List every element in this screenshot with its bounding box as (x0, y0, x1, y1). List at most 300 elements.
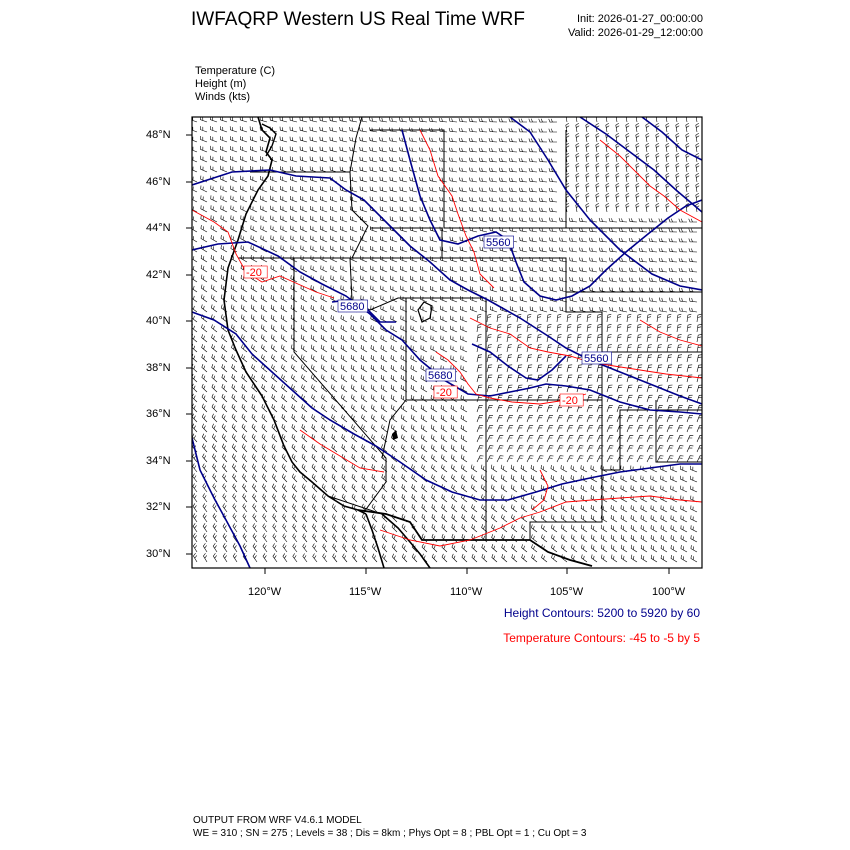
wind-barb (619, 228, 627, 232)
wind-barb (411, 276, 418, 282)
wind-barb (243, 504, 247, 513)
wind-barb (461, 484, 467, 492)
wind-barb (341, 236, 348, 242)
wind-barb (412, 504, 417, 512)
wind-barb (420, 157, 428, 162)
wind-barb (636, 193, 639, 202)
wind-barb (452, 554, 457, 562)
wind-barb (687, 375, 692, 382)
wind-barb (360, 167, 367, 172)
wind-barb (487, 375, 492, 382)
wind-barb (522, 544, 527, 552)
wind-barb (271, 186, 278, 192)
wind-barb (410, 207, 417, 212)
wind-barb (271, 285, 277, 292)
wind-barb (293, 524, 297, 532)
wind-barb (331, 365, 337, 372)
wind-barb (587, 446, 593, 452)
wind-barb (242, 434, 247, 442)
wind-barb (646, 193, 649, 202)
wind-barb (507, 314, 511, 322)
wind-barb (220, 126, 227, 132)
wind-barb (201, 295, 207, 303)
wind-barb (241, 255, 247, 262)
wind-barb (362, 554, 367, 562)
wind-barb (599, 238, 607, 242)
wind-barb (661, 555, 667, 562)
wind-barb (627, 446, 633, 452)
wind-barb (517, 415, 523, 422)
wind-barb (547, 314, 551, 322)
wind-barb (607, 405, 613, 412)
wind-barb (647, 456, 654, 462)
wind-barb (392, 444, 398, 452)
wind-barb (667, 355, 672, 362)
wind-barb (320, 186, 327, 192)
wind-barb (669, 229, 677, 233)
wind-barb (213, 523, 217, 532)
wind-barb (381, 335, 387, 342)
wind-barb (626, 183, 629, 192)
wind-barb (569, 218, 577, 222)
wind-barb (627, 456, 634, 462)
wind-barb (431, 415, 437, 422)
wind-barb (640, 307, 648, 312)
wind-barb (601, 535, 607, 542)
wind-barb (450, 286, 457, 292)
wind-barb (452, 494, 458, 502)
wind-barb (616, 203, 619, 212)
wind-barb (691, 515, 697, 522)
wind-barb (381, 296, 387, 302)
wind-barb (340, 206, 347, 212)
wind-barb (441, 425, 447, 432)
temperature-contour-label: -20 (246, 267, 262, 279)
wind-barb (631, 515, 637, 522)
wind-barb (616, 133, 619, 142)
wind-barb (606, 123, 609, 132)
wind-barb (607, 314, 611, 322)
wind-barb (451, 405, 457, 412)
wind-barb (371, 266, 377, 272)
lat-label: 40°N (146, 315, 171, 327)
wind-barb (223, 474, 228, 482)
wind-barb (646, 203, 649, 212)
wind-barb (409, 118, 417, 122)
wind-barb (250, 156, 257, 162)
wind-barb (231, 215, 237, 222)
wind-barb (477, 365, 482, 372)
wind-barb (449, 118, 457, 122)
wind-barb (392, 554, 397, 562)
wind-barb (557, 334, 562, 342)
wind-barb (579, 257, 587, 262)
wind-barb (271, 255, 277, 262)
wind-barb (587, 456, 594, 462)
wind-barb (211, 205, 217, 212)
wind-barb (201, 166, 207, 172)
wind-barb (402, 504, 407, 512)
wind-barb (302, 494, 307, 502)
wind-barb (341, 315, 347, 322)
wind-barb (271, 265, 277, 272)
wind-barb (477, 436, 483, 442)
wind-barb (381, 375, 387, 382)
wind-barb (529, 188, 537, 192)
wind-barb (686, 153, 689, 162)
wind-barb (233, 494, 237, 503)
wind-barb (501, 505, 507, 513)
wind-barb (679, 288, 687, 292)
height-contour-label: 5560 (486, 237, 511, 249)
wind-barb (547, 345, 552, 352)
wind-barb (659, 307, 667, 312)
wind-barb (331, 325, 337, 332)
wind-barb (371, 365, 377, 372)
wind-barb (342, 484, 347, 492)
wind-barb (629, 238, 637, 242)
wind-barb (232, 424, 237, 432)
wind-barb (293, 553, 297, 562)
wind-barb (361, 276, 367, 282)
wind-barb (616, 123, 619, 132)
wind-barb (627, 324, 632, 332)
wind-barb (400, 207, 407, 212)
wind-barb (517, 355, 522, 362)
wind-barb (342, 464, 347, 472)
wind-barb (272, 454, 277, 462)
wind-barb (292, 404, 297, 412)
wind-barb (629, 287, 637, 292)
temperature-contours (192, 130, 702, 546)
wind-barb (462, 544, 467, 552)
wind-barb (657, 426, 663, 433)
wind-barb (271, 315, 277, 322)
wind-barb (211, 265, 217, 272)
wind-barb (687, 446, 693, 452)
wind-barb (512, 544, 517, 552)
wind-barb (380, 177, 387, 182)
wind-barb (540, 277, 547, 282)
wind-barb (647, 395, 653, 402)
wind-barb (381, 266, 388, 272)
wind-barb (312, 414, 317, 422)
wind-barb (519, 148, 527, 152)
wind-barb (600, 307, 607, 312)
wind-barb (537, 436, 543, 442)
wind-barb (311, 325, 317, 332)
wind-barb (211, 285, 217, 292)
wind-barb (400, 256, 407, 262)
wind-barb (631, 535, 637, 542)
wind-barb (232, 414, 237, 422)
wind-barb (332, 514, 337, 522)
wind-barb (422, 544, 427, 552)
wind-barb (302, 384, 308, 392)
wind-barb (251, 206, 257, 212)
wind-barb (451, 455, 457, 462)
wind-barb (222, 464, 227, 472)
wind-barb (212, 384, 217, 392)
wind-barb (606, 153, 609, 162)
wind-barb (221, 205, 227, 212)
wind-barb (577, 334, 582, 342)
wind-barb (490, 207, 498, 212)
wind-barb (421, 395, 427, 402)
wind-barb (400, 217, 407, 223)
wind-barb (627, 334, 632, 342)
wind-barb (637, 415, 643, 422)
wind-barb (242, 374, 247, 382)
wind-barb (212, 424, 217, 432)
wind-barb (656, 163, 659, 172)
wind-barb (451, 465, 457, 473)
wind-barb (517, 426, 523, 433)
wind-barb (311, 236, 317, 242)
wind-barb (280, 127, 287, 132)
wind-barb (641, 505, 647, 512)
wind-barb (681, 525, 687, 532)
temperature-contour-label: -20 (562, 395, 578, 407)
wind-barb (636, 123, 639, 132)
wind-barb (320, 167, 327, 173)
wind-barb (639, 258, 647, 262)
wind-barb (591, 505, 597, 512)
wind-barb (382, 504, 387, 512)
wind-barb (411, 415, 417, 422)
wind-barb (540, 267, 547, 272)
wind-barb (250, 146, 257, 152)
wind-barb (420, 217, 427, 222)
wind-barb (311, 295, 317, 302)
wind-barb (497, 405, 503, 412)
wind-barb (282, 424, 287, 432)
wind-barb (539, 198, 547, 202)
wind-barb (636, 143, 639, 152)
wind-barb (629, 228, 637, 232)
height-contour-label: 5680 (428, 370, 453, 382)
wind-barb (341, 226, 348, 232)
wind-barb (587, 395, 593, 402)
lat-label: 38°N (146, 362, 171, 374)
map-frame (192, 117, 702, 568)
wind-barb (283, 543, 287, 552)
wind-barb (657, 355, 662, 362)
wind-barb (487, 355, 492, 362)
wind-barb (687, 345, 692, 352)
wind-barb (391, 365, 397, 372)
wind-barb (547, 395, 553, 402)
wind-barb (501, 465, 507, 472)
wind-barb (421, 306, 427, 312)
wind-barb (390, 167, 397, 172)
wind-barb (610, 307, 617, 312)
wind-barb (240, 126, 247, 132)
wind-barb (210, 126, 217, 132)
wind-barb (621, 475, 627, 482)
wind-barb (641, 535, 647, 542)
wind-barb (212, 394, 217, 402)
wind-barb (280, 176, 287, 182)
wind-barb (281, 236, 287, 243)
wind-barb (661, 476, 667, 482)
wind-barb (422, 514, 427, 522)
wind-barb (212, 374, 217, 382)
wind-barb (392, 484, 397, 492)
wind-barb (677, 314, 681, 322)
wind-barb (686, 143, 689, 152)
wind-barb (547, 375, 552, 382)
wind-barb (381, 365, 387, 372)
wind-barb (361, 325, 367, 332)
wind-barb (606, 163, 609, 172)
wind-barb (301, 216, 308, 222)
wind-barb (606, 183, 609, 192)
wind-barb (360, 177, 367, 182)
wind-barb (471, 475, 477, 483)
wind-barb (302, 464, 307, 472)
wind-barb (576, 113, 579, 122)
wind-barb (631, 495, 637, 502)
wind-barb (203, 533, 207, 542)
wind-barb (392, 494, 397, 502)
wind-barb (350, 216, 357, 222)
wind-barb (479, 118, 487, 122)
wind-barb (321, 355, 327, 362)
wind-barb (611, 485, 617, 492)
wind-barb (451, 474, 457, 482)
wind-barb (223, 533, 227, 542)
wind-barb (691, 535, 697, 542)
wind-barb (666, 203, 669, 212)
wind-barb (242, 394, 247, 402)
wind-barb (341, 395, 347, 403)
wind-barb (442, 504, 447, 512)
wind-barb (509, 178, 517, 182)
wind-barb (222, 424, 227, 432)
wind-barb (342, 434, 347, 442)
wind-barb (482, 544, 487, 552)
wind-barb (203, 464, 207, 472)
wind-barb (610, 287, 618, 292)
wind-barb (661, 495, 667, 502)
wind-barb (492, 544, 497, 552)
wind-barb (517, 365, 522, 372)
wind-barb (312, 424, 317, 432)
wind-barb (241, 305, 247, 312)
wind-barb (351, 365, 357, 372)
wind-barb (567, 415, 573, 422)
wind-barb (537, 355, 542, 362)
wind-barb (576, 133, 579, 142)
wind-barb (656, 203, 659, 212)
wind-barb (192, 414, 197, 422)
wind-barb (282, 454, 287, 462)
wind-barb (491, 485, 497, 492)
wind-barb (213, 553, 217, 562)
wind-barb (262, 484, 267, 492)
wind-barb (252, 484, 257, 492)
wind-barb (272, 494, 277, 502)
wind-barb (470, 207, 477, 212)
wind-barb (431, 316, 437, 322)
wind-barb (391, 256, 398, 262)
wind-barb (320, 137, 327, 142)
wind-barb (611, 465, 617, 472)
wind-barb (519, 178, 527, 182)
wind-barb (271, 216, 277, 222)
wind-barb (211, 255, 217, 262)
wind-barb (272, 364, 278, 372)
wind-barb (421, 415, 427, 422)
wind-barb (540, 287, 547, 292)
wind-barb (312, 494, 317, 502)
wind-barb (241, 156, 248, 162)
wind-barb (233, 513, 237, 522)
wind-barb (441, 405, 447, 412)
wind-barb (321, 275, 327, 282)
wind-barb (231, 315, 237, 323)
wind-barb (250, 126, 257, 132)
wind-barb (537, 446, 543, 452)
wind-barb (550, 287, 557, 292)
init-time: Init: 2026-01-27_00:00:00 (577, 13, 703, 25)
wind-barb (392, 474, 397, 482)
wind-barb (626, 133, 629, 142)
wind-barb (517, 375, 522, 382)
wind-barb (629, 218, 637, 222)
wind-barb (303, 544, 307, 553)
wind-barb (577, 436, 583, 442)
wind-barb (312, 454, 317, 462)
wind-barb (223, 543, 227, 552)
wind-barb (362, 494, 367, 502)
wind-barb (600, 287, 608, 292)
height-contour-legend: Height Contours: 5200 to 5920 by 60 (503, 606, 700, 620)
wind-barb (620, 307, 627, 312)
wind-barb (577, 314, 581, 322)
wind-barb (561, 525, 567, 532)
wind-barb (242, 414, 247, 422)
wind-barb (669, 308, 677, 313)
height-contour-label: 5680 (340, 301, 365, 313)
wind-barb (263, 533, 267, 542)
wind-barb (489, 178, 497, 182)
wind-barb (499, 198, 507, 203)
wind-barb (499, 188, 507, 192)
wind-barb (621, 505, 627, 512)
wind-barb (591, 515, 597, 522)
wind-barb (260, 156, 267, 162)
wind-barb (681, 506, 687, 513)
wind-barb (617, 345, 622, 352)
wind-barb (537, 314, 541, 322)
wind-barb (557, 456, 564, 462)
wind-barb (621, 495, 627, 502)
wind-barb (431, 405, 437, 412)
wind-barb (637, 395, 643, 402)
wind-barb (580, 307, 587, 312)
temperature-contour-label: -20 (436, 387, 452, 399)
wind-barb (291, 236, 297, 242)
wind-barb (472, 504, 478, 512)
wind-barb (639, 228, 647, 232)
wind-barb (213, 474, 217, 483)
wind-barb (430, 237, 437, 243)
wind-barb (241, 285, 247, 292)
wind-barb (231, 295, 237, 302)
wind-barb (679, 248, 687, 252)
